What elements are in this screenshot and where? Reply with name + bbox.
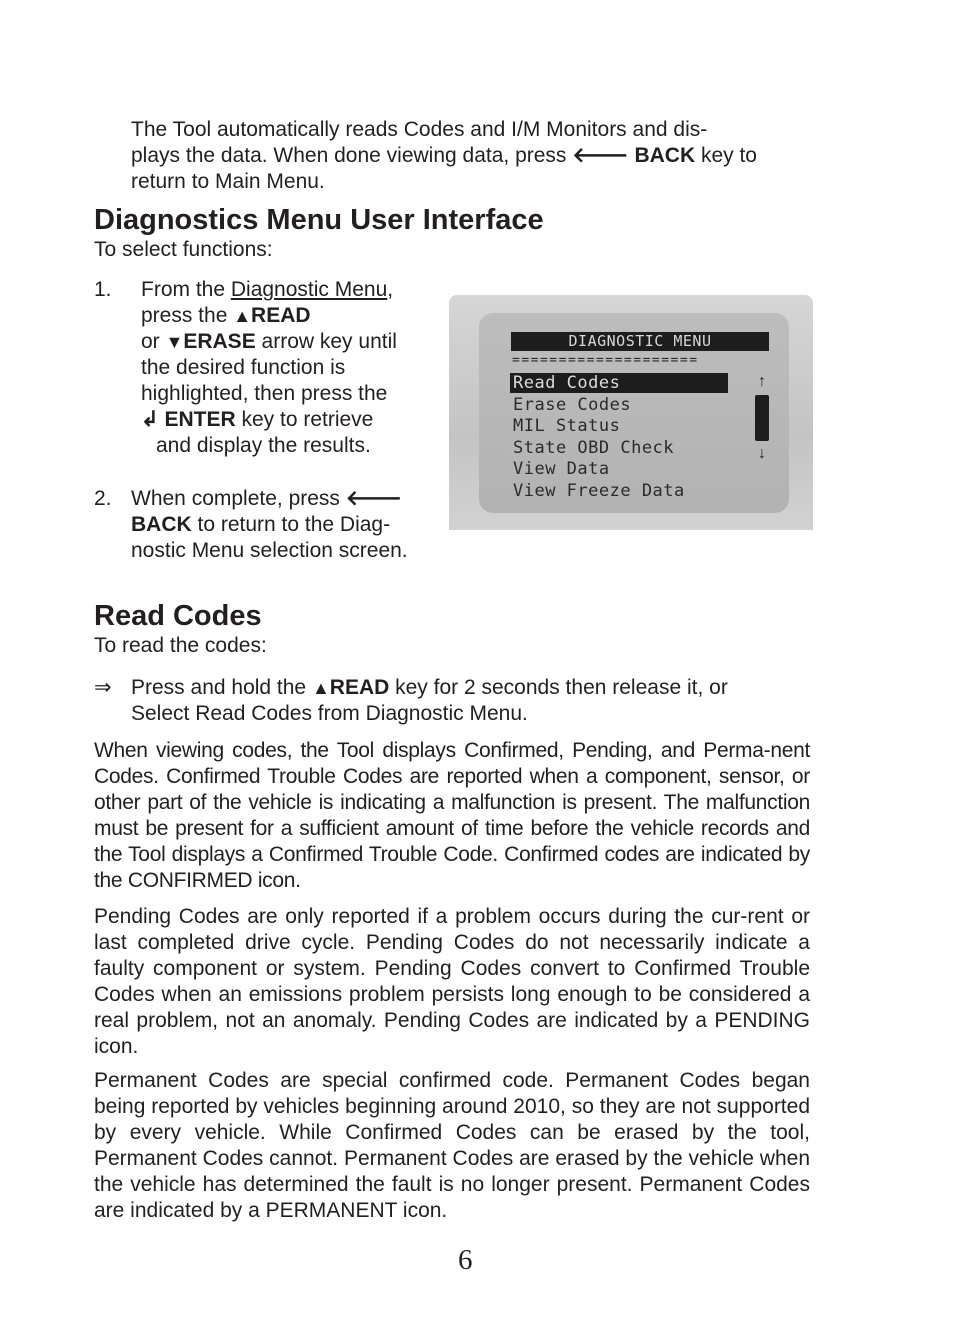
paragraph-pending-codes: Pending Codes are only reported if a problem occurs during the cur-rent or last completed drive cycle. Pending Codes do not necessarily indicate a faulty component or system. Pending Codes convert to Confirmed Trouble Codes when an emissions problem persists long enough to be considered a real problem, not an anomaly. Pending Codes are indicated by a PENDING icon. [94,905,810,1058]
lcd-menu-item: View Data [513,459,610,479]
scrollbar-icon [755,395,769,441]
back-key-label: BACK [634,144,696,167]
diagnostics-heading: Diagnostics Menu User Interface [94,204,544,236]
read-codes-heading: Read Codes [94,600,262,632]
up-triangle-icon: ▲ [233,306,252,326]
enter-icon: ↲ [141,408,159,431]
lcd-menu-item: View Freeze Data [513,481,685,501]
lcd-title: DIAGNOSTIC MENU [511,332,769,351]
lcd-menu-item: Erase Codes [513,395,632,415]
intro-paragraph [131,117,831,195]
read-codes-bullet: Press and hold the ▲READ key for 2 seconds then release it, or Select Read Codes from Diagnostic Menu. [131,676,728,725]
paragraph-confirmed-codes: When viewing codes, the Tool displays Confirmed, Pending, and Perma-nent Codes. Confirmed Trouble Codes are reported when a component, sensor, or other part of the vehicle is indicating a malfunction is present. The malfunction must be present for a sufficient amount of time before the vehicle records and the Tool displays a Confirmed Trouble Code. Confirmed codes are indicated by the CONFIRMED icon. [94,739,810,892]
page-number: 6 [458,1244,473,1276]
back-arrow-icon: 🡐 [345,487,403,510]
enter-key-label: ENTER [164,408,236,431]
intro-line-3: return to Main Menu. [131,170,325,193]
lcd-menu-item: State OBD Check [513,438,675,458]
down-triangle-icon: ▼ [165,332,184,352]
erase-key-label: ERASE [183,330,256,353]
up-triangle-icon: ▲ [311,678,330,698]
read-codes-subheading: To read the codes: [94,634,267,657]
step-1-number: 1. [94,278,112,301]
lcd-screen-image [449,295,813,530]
read-key-label: READ [251,304,311,327]
step-1-text: From the Diagnostic Menu, press the ▲READ or ▼ERASE arrow key until the desired function is highlighted, then press the ↲ ENTER key to retrieve and display the results. [141,278,397,457]
back-arrow-icon: 🡐 [572,144,629,167]
back-key-label: BACK [131,513,192,536]
intro-line-2: plays the data. When done viewing data, press 🡐 BACK key to [131,144,757,167]
scroll-down-arrow-icon: ↓ [758,445,766,462]
read-key-label: READ [329,676,390,699]
step-2-text: When complete, press 🡐 BACK to return to the Diag- nostic Menu selection screen. [131,487,408,562]
step-2-number: 2. [94,487,112,510]
lcd-separator: ==================== [512,353,699,368]
diagnostics-subheading: To select functions: [94,238,273,261]
lcd-menu-item: Read Codes [513,373,621,393]
intro-line-1: The Tool automatically reads Codes and I/M Monitors and dis- [131,118,708,141]
scroll-up-arrow-icon: ↑ [758,373,766,390]
lcd-menu-item: MIL Status [513,416,621,436]
bullet-arrow-icon: ⇒ [94,676,112,699]
paragraph-permanent-codes: Permanent Codes are special confirmed code. Permanent Codes began being reported by vehicles beginning around 2010, so they are not supported by every vehicle. While Confirmed Codes can be erased by the tool, Permanent Codes cannot. Permanent Codes are erased by the vehicle when the vehicle has determined the fault is no longer present. Permanent Codes are indicated by a PERMANENT icon. [94,1069,810,1222]
diagnostic-menu-link[interactable]: Diagnostic Menu [230,278,388,301]
